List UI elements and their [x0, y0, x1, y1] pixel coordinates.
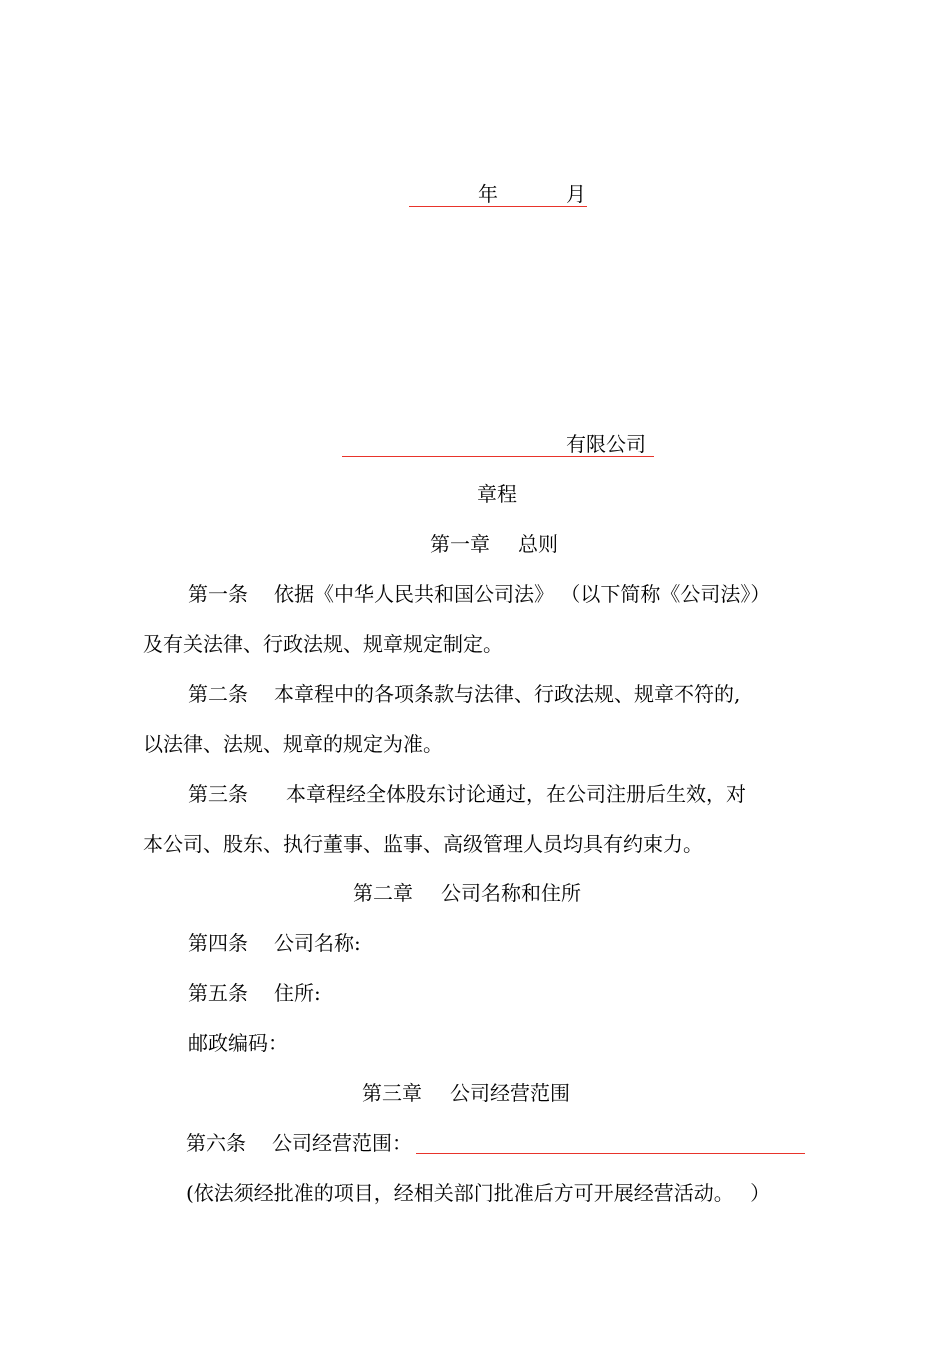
article5-number: 第五条 [188, 981, 248, 1005]
article2-continuation: 以法律、法规、规章的规定为准。 [143, 732, 443, 756]
article1-number: 第一条 [188, 582, 248, 606]
chapter1-heading [430, 532, 558, 556]
postal-code-label: 邮政编码： [188, 1031, 288, 1055]
article5-text: 住所: [274, 981, 321, 1005]
article3-continuation: 本公司、股东、执行董事、监事、高级管理人员均具有约束力。 [143, 832, 703, 856]
article4 [188, 931, 361, 955]
chapter1-number: 第一章 [430, 532, 490, 556]
article1 [188, 582, 770, 606]
business-scope-note: (依法须经批准的项目，经相关部门批准后方可开展经营活动。 ） [186, 1181, 771, 1205]
article1-text: 依据《中华人民共和国公司法》 （以下简称《公司法》） [274, 582, 771, 606]
chapter3-title: 公司经营范围 [450, 1081, 570, 1105]
company-name-blank-line [342, 456, 654, 457]
chapter1-title: 总则 [518, 532, 558, 556]
article2 [188, 682, 740, 706]
chapter2-number: 第二章 [353, 881, 413, 905]
month-label: 月 [566, 182, 586, 206]
document-title: 章程 [477, 482, 517, 506]
year-month-blank-line [409, 206, 587, 207]
chapter3-number: 第三章 [362, 1081, 422, 1105]
article3 [188, 782, 746, 806]
article2-text: 本章程中的各项条款与法律、行政法规、规章不符的, [274, 682, 741, 706]
article2-number: 第二条 [188, 682, 248, 706]
chapter2-title: 公司名称和住所 [441, 881, 581, 905]
article1-continuation: 及有关法律、行政法规、规章规定制定。 [143, 632, 503, 656]
article4-number: 第四条 [188, 931, 248, 955]
chapter2-heading [353, 881, 581, 905]
article5 [188, 981, 321, 1005]
year-label: 年 [478, 182, 498, 206]
article6-text: 公司经营范围： [272, 1131, 412, 1155]
article3-text: 本章程经全体股东讨论通过，在公司注册后生效，对 [286, 782, 746, 806]
article6-number: 第六条 [186, 1131, 246, 1155]
article3-number: 第三条 [188, 782, 248, 806]
article6 [186, 1131, 412, 1155]
chapter3-heading [362, 1081, 570, 1105]
business-scope-blank-line [416, 1153, 805, 1154]
company-suffix: 有限公司 [566, 432, 646, 456]
article4-text: 公司名称: [274, 931, 361, 955]
